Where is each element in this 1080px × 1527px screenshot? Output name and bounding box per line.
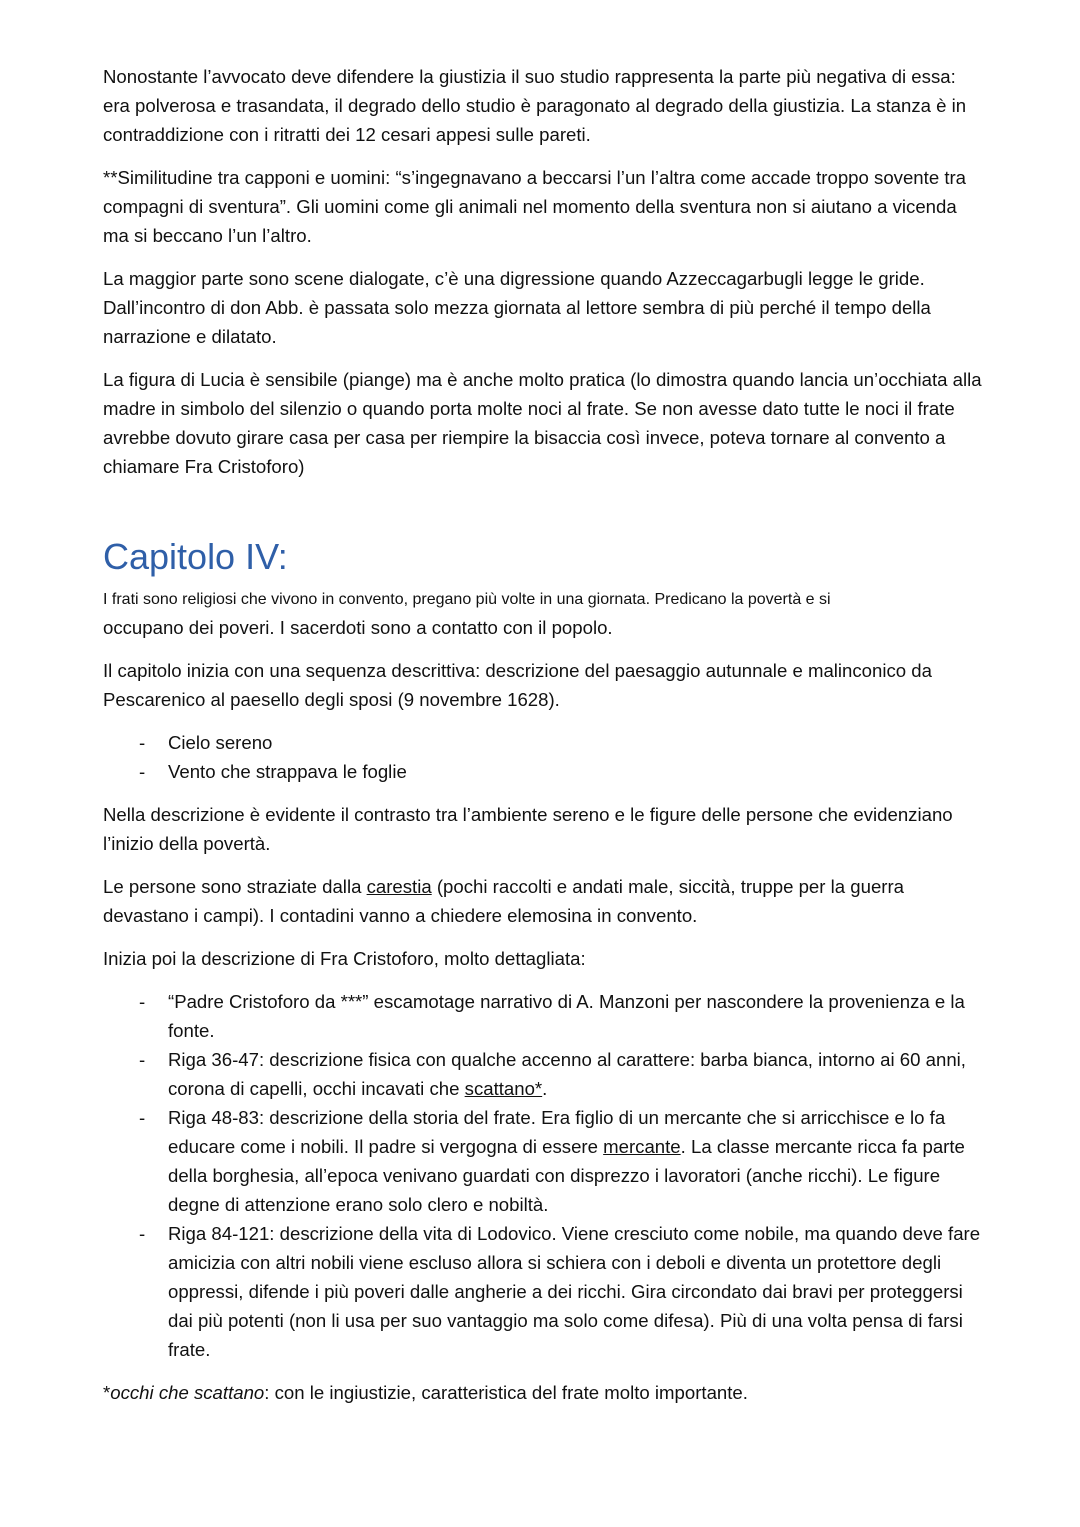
footnote [103,1378,983,1407]
list-item [103,1103,983,1219]
list-item: - Vento che strappava le foglie [103,757,983,786]
list-item: - Riga 84-121: descrizione della vita di Lodovico. Viene cresciuto come nobile, ma quando deve fare amicizia con altri nobili viene escluso allora si schiera con i deboli e diventa un protettore degli oppressi, difende i più poveri dalle angherie a dei ricchi. Gira circondato dai bravi per proteggersi dai più potenti (non li usa per suo vantaggio ma solo come difesa). Più di una volta pensa di farsi frate. [103,1219,983,1364]
paragraph-lucia: La figura di Lucia è sensibile (piange) ma è anche molto pratica (lo dimostra quando lancia un’occhiata alla madre in simbolo del silenzio o quando porta molte noci al frate. Se non avesse dato tutte le noci il frate avrebbe dovuto girare casa per casa per riempire la bisaccia così invece, poteva tornare al convento a chiamare Fra Cristoforo) [103,369,982,477]
intro-rest-text: occupano dei poveri. I sacerdoti sono a contatto con il popolo. [103,617,613,638]
paragraph-carestia [103,872,983,930]
text-run: Riga 48-83: descrizione della storia del frate. Era figlio di un mercante che si arricchisce e lo fa educare come i nobili. Il padre si vergogna di essere [168,1107,946,1157]
intro-small-text: I frati sono religiosi che vivono in convento, pregano più volte in una giornata. Predicano la povertà e si [103,591,831,608]
scattano-underlined: scattano* [464,1078,543,1099]
paragraph-scene-dialogate: La maggior parte sono scene dialogate, c’è una digressione quando Azzeccagarbugli legge le gride. Dall’incontro di don Abb. è passata solo mezza giornata al lettore sembra di più perché il tempo della narrazione e dilatato. [103,268,931,347]
carestia-underlined: carestia [366,876,432,897]
landscape-list [103,728,983,786]
list-item: - Cielo sereno [103,728,983,757]
text-run: . La classe mercante ricca fa parte della borghesia, all’epoca venivano guardati con disprezzo i lavoratori (anche ricchi). Le figure degne di attenzione erano solo clero e nobiltà. [168,1136,965,1215]
paragraph-avvocato: Nonostante l’avvocato deve difendere la giustizia il suo studio rappresenta la parte più negativa di essa: era polverosa e trasandata, il degrado dello studio è paragonato al degrado della giustizia. La stanza è in contraddizione con i ritratti dei 12 cesari appesi sulle pareti. [103,66,967,145]
paragraph-cristoforo: Inizia poi la descrizione di Fra Cristoforo, molto dettagliata: [103,948,586,969]
list-item [103,1045,983,1103]
footnote-italic: occhi che scattano [110,1382,265,1403]
text-run: (pochi raccolti e andati male, siccità, truppe per la guerra devastano i campi). I contadini vanno a chiedere elemosina in convento. [103,876,905,926]
chapter-heading: Capitolo IV: [103,536,288,577]
mercante-underlined: mercante [603,1136,681,1157]
footnote-star: * [103,1382,111,1403]
paragraph-contrasto: Nella descrizione è evidente il contrasto tra l’ambiente sereno e le figure delle persone che evidenziano l’inizio della povertà. [103,804,953,854]
list-item: - “Padre Cristoforo da ***” escamotage narrativo di A. Manzoni per nascondere la provenienza e la fonte. [103,987,983,1045]
footnote-text: : con le ingiustizie, caratteristica del frate molto importante. [264,1382,748,1403]
cristoforo-list [103,987,983,1364]
paragraph-frati [103,583,983,642]
text-run: Le persone sono straziate dalla [103,876,367,897]
paragraph-similitudine: **Similitudine tra capponi e uomini: “s’ingegnavano a beccarsi l’un l’altra come accade troppo sovente tra compagni di sventura”. Gli uomini come gli animali nel momento della sventura non si aiutano a vicenda ma si beccano l’un l’altro. [103,167,967,246]
document-page [103,62,983,1421]
paragraph-sequenza: Il capitolo inizia con una sequenza descrittiva: descrizione del paesaggio autunnale e malinconico da Pescarenico al paesello degli sposi (9 novembre 1628). [103,660,932,710]
text-run: . [542,1078,548,1099]
text-run: Riga 36-47: descrizione fisica con qualche accenno al carattere: barba bianca, intorno ai 60 anni, corona di capelli, occhi incavati che [168,1049,966,1099]
